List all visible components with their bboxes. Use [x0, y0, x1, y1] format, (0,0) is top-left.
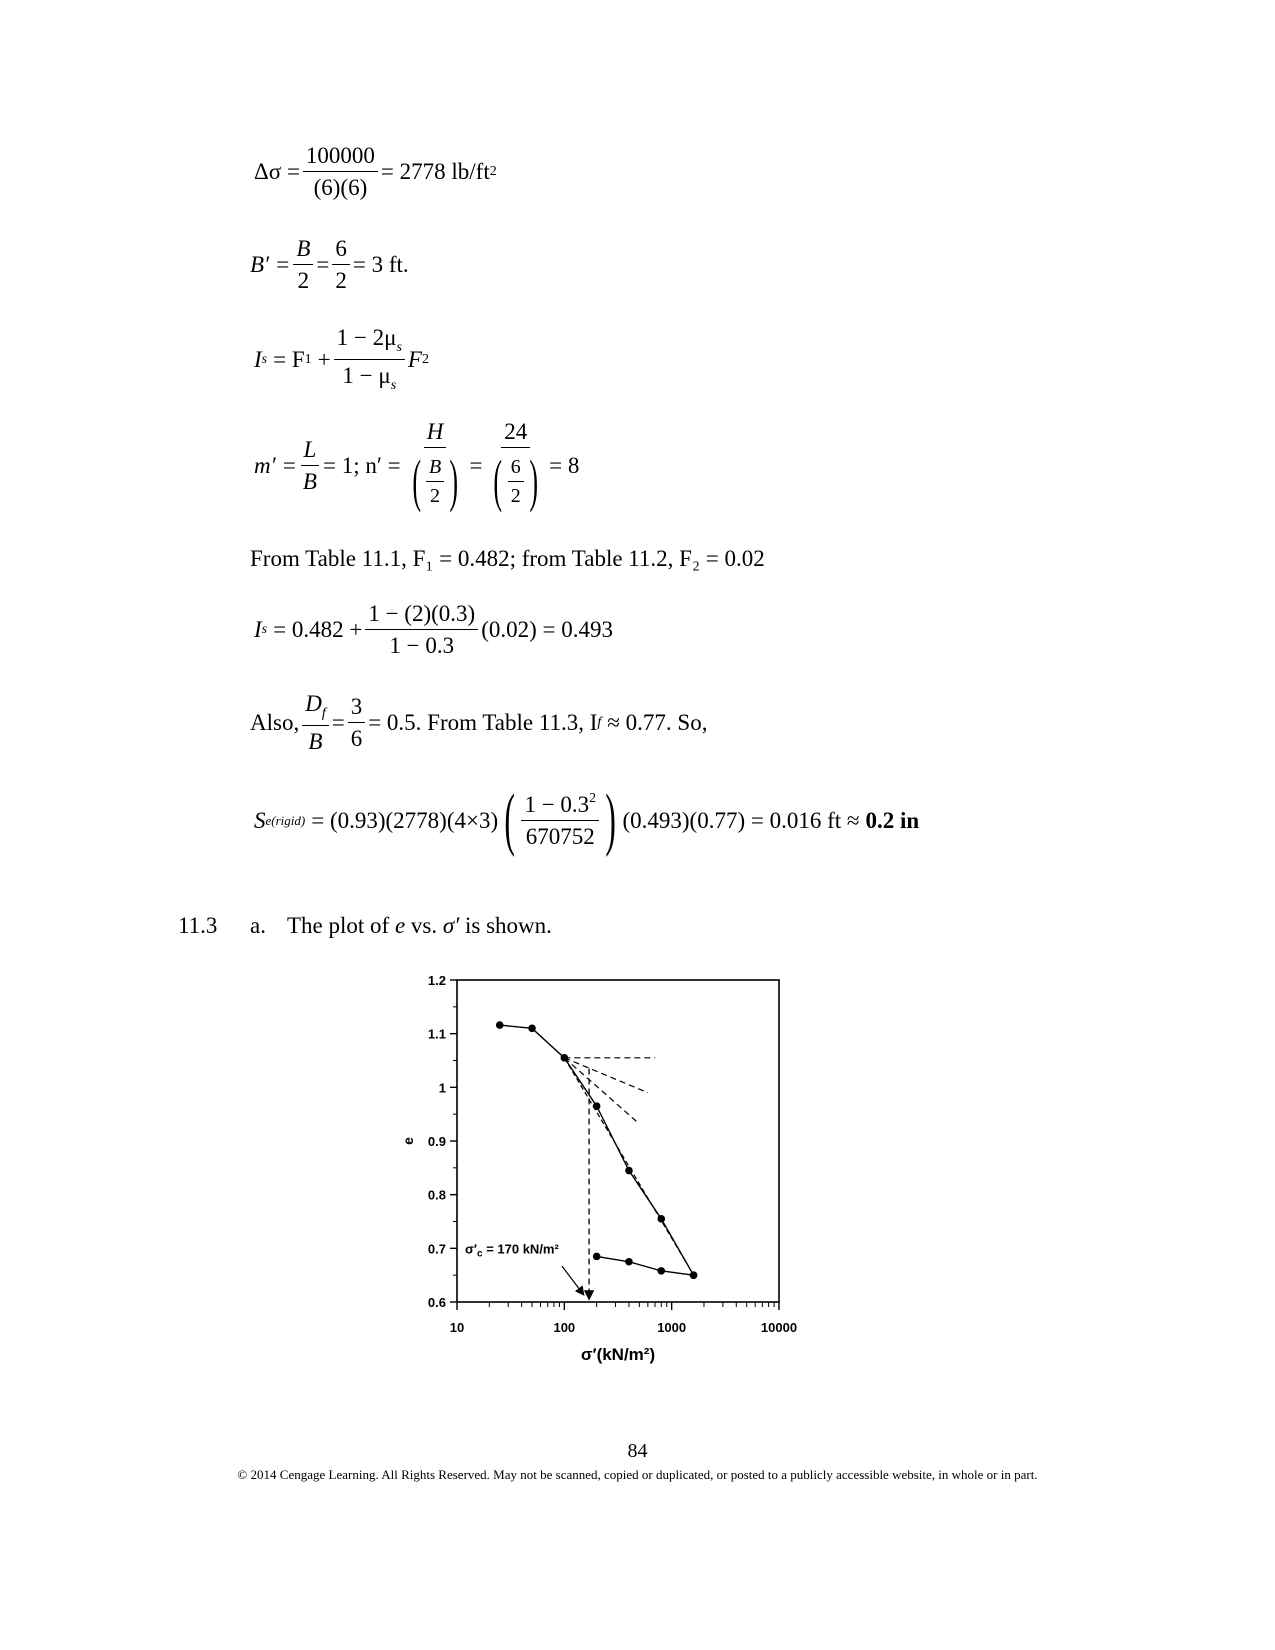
- data-point-unloading: [625, 1258, 633, 1266]
- is-num-sub: s: [396, 340, 402, 355]
- is-den: [339, 360, 399, 393]
- also-num1-text: D: [305, 691, 322, 716]
- n-den2: [485, 448, 546, 513]
- problem-number: 11.3: [178, 913, 218, 938]
- is-mid-sub: 1: [304, 351, 312, 367]
- isv-frac: [365, 602, 478, 657]
- is-frac: [334, 326, 405, 393]
- x-tick-label: 100: [553, 1320, 576, 1335]
- paren-left: (: [411, 448, 421, 513]
- problem-statement: [287, 913, 552, 939]
- b-prime-lhs: B′ =: [250, 252, 291, 277]
- settlement-lhs-sub: e(rigid): [265, 812, 306, 828]
- m-den: B: [302, 468, 317, 494]
- also-rhs2: ≈ 0.77. So,: [607, 710, 708, 735]
- isv-lhs-sub: s: [261, 621, 268, 637]
- problem-text-pre: The plot of: [287, 913, 390, 938]
- bisector-guide-line: [564, 1058, 637, 1122]
- n-den1: [404, 448, 467, 513]
- m-frac: [300, 438, 320, 493]
- is-rhs-sub: 2: [421, 351, 429, 367]
- data-point-unloading: [657, 1267, 665, 1275]
- equation-m-n: [254, 419, 580, 513]
- data-point-loading: [657, 1215, 665, 1223]
- b-prime-frac2: [332, 237, 350, 292]
- x-tick-label: 1000: [657, 1320, 687, 1335]
- problem-var-sigma: σ′: [442, 913, 460, 938]
- b-prime-eq: =: [316, 252, 330, 277]
- is-lhs-sub: s: [261, 351, 268, 367]
- settlement-num-sup: 2: [589, 791, 597, 806]
- is-plus: +: [317, 347, 331, 372]
- n-inner-frac2: [508, 457, 524, 506]
- n-rhs: = 8: [549, 452, 580, 478]
- data-point-loading: [625, 1167, 633, 1175]
- n-inner-num2: 6: [508, 457, 524, 482]
- n-frac1: [404, 419, 467, 513]
- isv-rhs: (0.02) = 0.493: [481, 617, 613, 642]
- is-mid-text: = F: [273, 347, 305, 372]
- problem-part: a.: [250, 913, 266, 938]
- paren-left: (: [504, 781, 516, 858]
- also-frac2: [348, 695, 366, 750]
- page-number: 84: [627, 1440, 648, 1462]
- b-prime-num2: 6: [332, 237, 350, 265]
- x-tick-label: 10: [449, 1320, 465, 1335]
- paren-left: (: [493, 448, 503, 513]
- chart-series: [496, 1021, 697, 1279]
- data-point-loading: [593, 1102, 601, 1110]
- also-pre: Also,: [250, 710, 300, 735]
- equation-b-prime: [250, 237, 409, 292]
- settlement-mid: = (0.93)(2778)(4×3): [311, 807, 499, 833]
- y-tick-label: 1.2: [427, 973, 446, 988]
- b-prime-den1: 2: [297, 268, 310, 293]
- data-point-loading: [528, 1025, 536, 1033]
- x-tick-label: 10000: [760, 1320, 798, 1335]
- m-num: L: [301, 438, 320, 466]
- equation-also: [250, 692, 707, 753]
- is-num: [334, 326, 405, 360]
- is-rhs: F: [407, 347, 422, 372]
- preconsolidation-label: $\sigma'_c = 170$ kN/m²: [465, 1241, 559, 1260]
- y-tick-label: 1.1: [427, 1026, 446, 1042]
- problem-text-mid: vs.: [410, 913, 438, 938]
- paren-right: ): [529, 448, 538, 513]
- isv-mid: = 0.482 +: [273, 617, 363, 642]
- series-line-loading: [500, 1025, 694, 1275]
- n-lhs: = 1; n′ =: [322, 452, 401, 478]
- equation-is-value: [254, 602, 613, 657]
- n-inner-frac1: [426, 457, 444, 506]
- data-point-unloading: [690, 1271, 698, 1279]
- equation-delta-sigma: [254, 144, 497, 199]
- settlement-frac: [521, 792, 599, 848]
- also-den1: B: [308, 729, 323, 754]
- b-prime-num1: B: [293, 237, 313, 265]
- is-num-text: 1 − 2μ: [336, 325, 397, 350]
- n-frac2: [485, 419, 546, 513]
- b-prime-rhs: = 3 ft.: [352, 252, 409, 277]
- delta-sigma-fraction: [303, 144, 378, 199]
- copyright-notice: © 2014 Cengage Learning. All Rights Reserved. May not be scanned, copied or duplicated, or posted to a publicly accessible website, in whole or in part.: [237, 1467, 1038, 1482]
- paren-right: ): [449, 448, 459, 513]
- is-lhs: I: [254, 347, 262, 372]
- delta-sigma-rhs: = 2778 lb/ft: [380, 159, 490, 184]
- data-point-unloading: [593, 1253, 601, 1261]
- series-line-unloading: [597, 1256, 694, 1275]
- n-num2: 24: [501, 420, 530, 448]
- also-rhs: = 0.5. From Table 11.3, I: [368, 710, 598, 735]
- n-inner-den2: 2: [510, 484, 521, 507]
- also-num1-sub: f: [321, 706, 326, 721]
- settlement-lhs: S: [254, 807, 266, 833]
- b-prime-frac1: [293, 237, 313, 292]
- from-table-text: From Table 11.1, F₁ = 0.482; from Table 11.2, F₂ = 0.02: [250, 546, 765, 571]
- is-den-sub: s: [390, 378, 397, 393]
- y-tick-label: 0.7: [427, 1241, 446, 1257]
- b-prime-den2: 2: [335, 268, 347, 293]
- paren-right: ): [605, 781, 617, 858]
- is-mid: [273, 348, 305, 371]
- isv-lhs: I: [254, 617, 262, 642]
- n-inner-den1: 2: [430, 484, 441, 507]
- delta-sigma-den: (6)(6): [313, 175, 368, 200]
- delta-sigma-lhs: Δσ =: [254, 159, 300, 184]
- y-tick-label: 1: [438, 1080, 446, 1096]
- n-inner-num1: B: [426, 457, 444, 482]
- chart-frame: [428, 973, 797, 1335]
- n-eq: =: [469, 452, 483, 478]
- e-vs-sigma-chart: [390, 965, 850, 1385]
- m-lhs: m′ =: [254, 452, 297, 478]
- y-tick-label: 0.6: [427, 1295, 446, 1310]
- problem-var-e: e: [394, 913, 406, 938]
- tangent-guide-line: [564, 1058, 648, 1093]
- settlement-rhs: (0.493)(0.77) = 0.016 ft ≈: [622, 807, 860, 833]
- also-num2: 3: [348, 695, 366, 723]
- y-axis-label: e: [400, 1137, 416, 1145]
- isv-den: 1 − 0.3: [389, 633, 455, 658]
- isv-num: 1 − (2)(0.3): [365, 602, 478, 630]
- equation-settlement: [254, 781, 920, 858]
- also-frac1: [302, 692, 329, 753]
- x-axis-label: σ′(kN/m²): [580, 1345, 656, 1364]
- settlement-den: 670752: [525, 824, 595, 849]
- is-den-text: 1 − μ: [342, 363, 391, 388]
- y-tick-label: 0.9: [427, 1134, 446, 1149]
- also-den2: 6: [350, 726, 363, 751]
- n-num1: H: [424, 420, 447, 448]
- also-num1: [302, 692, 329, 726]
- also-rhs-sub: f: [597, 714, 602, 730]
- settlement-num: [521, 792, 599, 821]
- data-point-loading: [561, 1054, 569, 1062]
- annotation-arrow: [562, 1266, 583, 1294]
- settlement-num-text: 1 − 0.3: [524, 792, 590, 817]
- problem-text-post: is shown.: [465, 913, 552, 938]
- delta-sigma-num: 100000: [303, 144, 378, 172]
- also-eq: =: [331, 710, 345, 735]
- y-tick-label: 0.8: [427, 1187, 446, 1203]
- equation-is-formula: [254, 326, 429, 393]
- delta-sigma-sup: 2: [489, 163, 497, 179]
- data-point-loading: [496, 1021, 504, 1029]
- settlement-result: 0.2 in: [865, 807, 920, 833]
